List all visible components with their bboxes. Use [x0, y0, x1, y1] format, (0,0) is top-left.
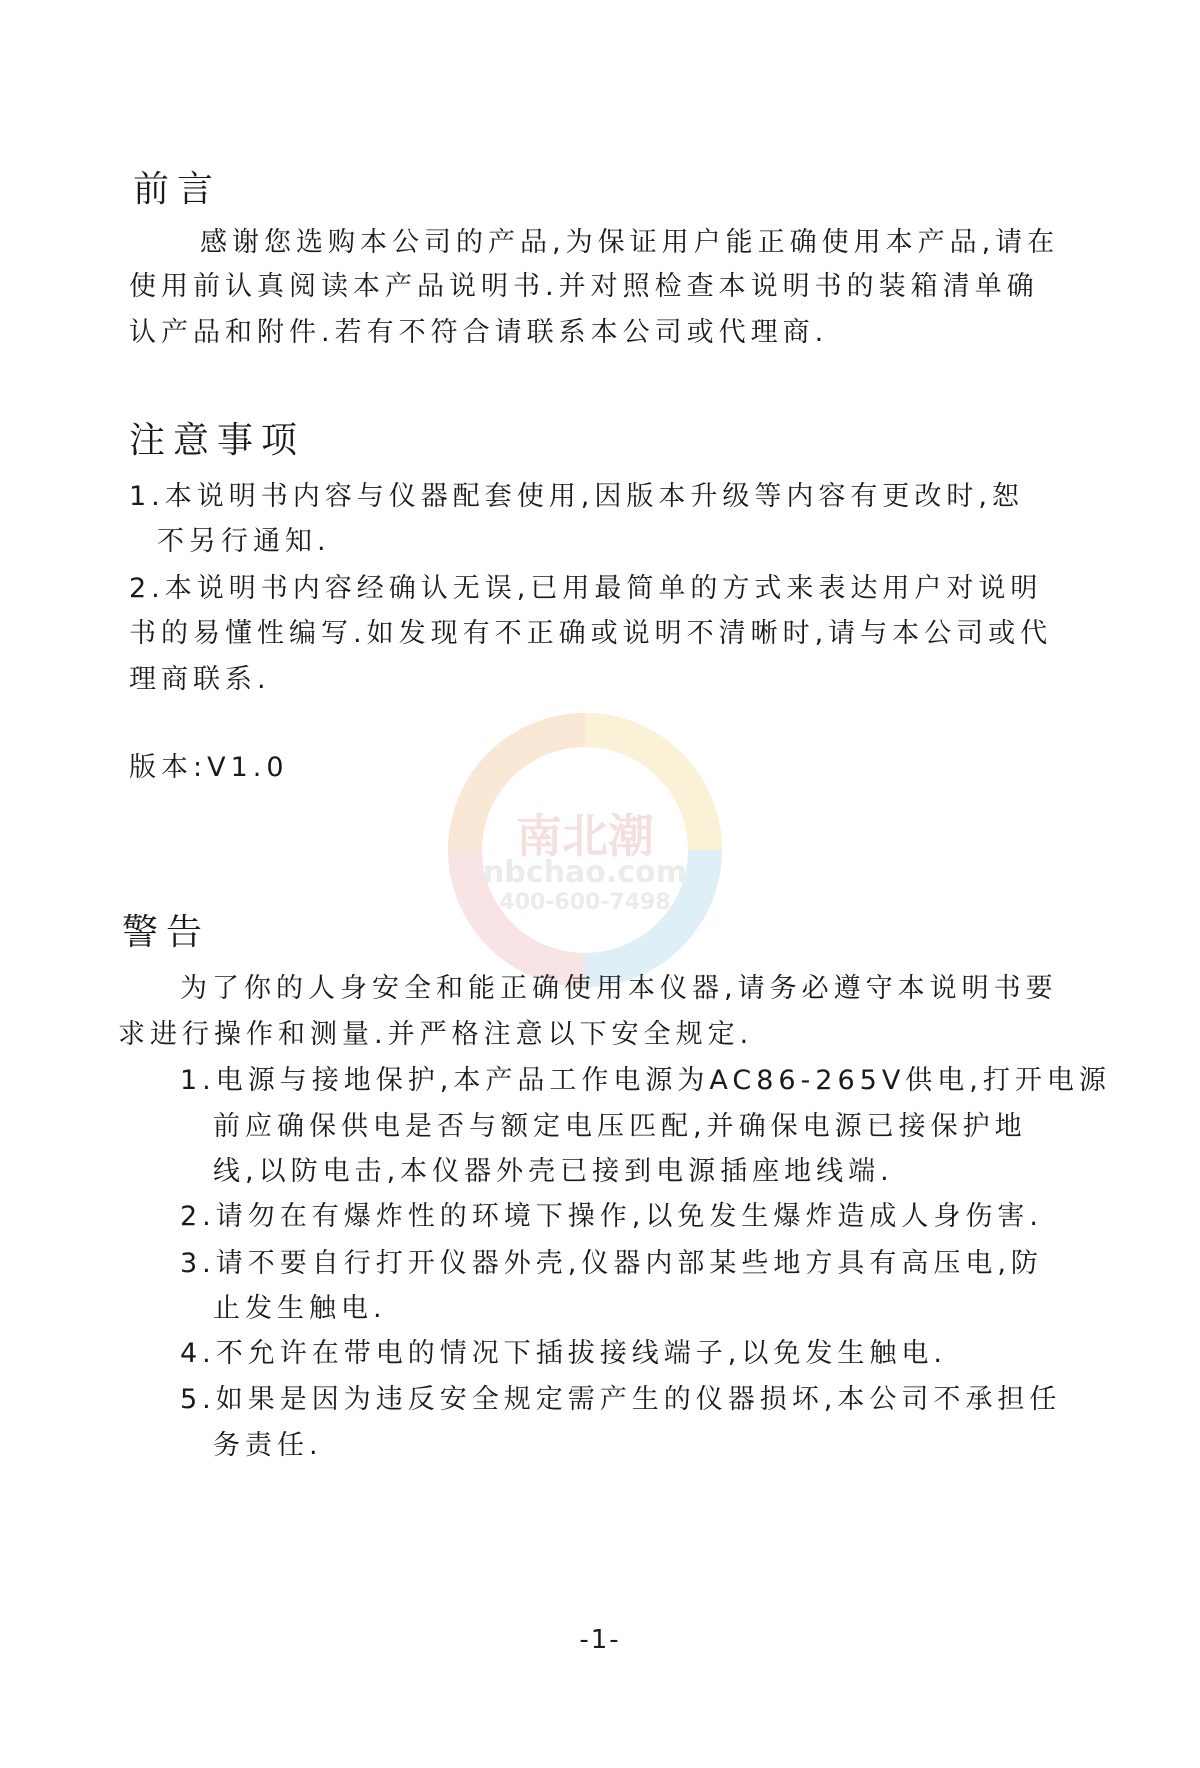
warning-line: 1.电源与接地保护,本产品工作电源为AC86-265V供电,打开电源 — [180, 1065, 1111, 1096]
warning-line: 止发生触电. — [213, 1293, 387, 1324]
warning-line: 3.请不要自行打开仪器外壳,仪器内部某些地方具有高压电,防 — [180, 1248, 1043, 1279]
warning-line: 2.请勿在有爆炸性的环境下操作,以免发生爆炸造成人身伤害. — [180, 1201, 1043, 1232]
watermark-ring-icon — [420, 700, 750, 1000]
watermark-domain: nbchao.com — [483, 855, 687, 890]
page-number: -1- — [579, 1625, 621, 1655]
preface-line: 使用前认真阅读本产品说明书.并对照检查本说明书的装箱清单确 — [129, 271, 1039, 302]
watermark-brand: 南北潮 — [516, 809, 654, 863]
notes-line: 1.本说明书内容与仪器配套使用,因版本升级等内容有更改时,恕 — [129, 481, 1024, 512]
warning-line: 求进行操作和测量.并严格注意以下安全规定. — [118, 1019, 754, 1050]
warning-line: 前应确保供电是否与额定电压匹配,并确保电源已接保护地 — [213, 1111, 1027, 1142]
notes-title: 注意事项 — [129, 420, 306, 461]
preface-line: 认产品和附件.若有不符合请联系本公司或代理商. — [129, 317, 829, 348]
warning-line: 务责任. — [213, 1430, 323, 1461]
notes-line: 2.本说明书内容经确认无误,已用最简单的方式来表达用户对说明 — [129, 573, 1043, 604]
watermark-logo — [420, 700, 750, 1000]
warning-line: 4.不允许在带电的情况下插拔接线端子,以免发生触电. — [180, 1338, 947, 1369]
warning-title: 警告 — [122, 912, 211, 953]
warning-line: 线,以防电击,本仪器外壳已接到电源插座地线端. — [213, 1156, 894, 1187]
notes-line: 理商联系. — [129, 664, 271, 695]
notes-line: 不另行通知. — [157, 526, 331, 557]
warning-line: 为了你的人身安全和能正确使用本仪器,请务必遵守本说明书要 — [180, 973, 1058, 1004]
notes-line: 书的易懂性编写.如发现有不正确或说明不清晰时,请与本公司或代 — [129, 618, 1053, 649]
preface-line: 感谢您选购本公司的产品,为保证用户能正确使用本产品,请在 — [200, 227, 1060, 258]
preface-title: 前言 — [133, 169, 222, 210]
watermark-phone: 400-600-7498 — [499, 890, 671, 915]
version-label: 版本:V1.0 — [129, 752, 289, 783]
warning-line: 5.如果是因为违反安全规定需产生的仪器损坏,本公司不承担任 — [180, 1384, 1062, 1415]
